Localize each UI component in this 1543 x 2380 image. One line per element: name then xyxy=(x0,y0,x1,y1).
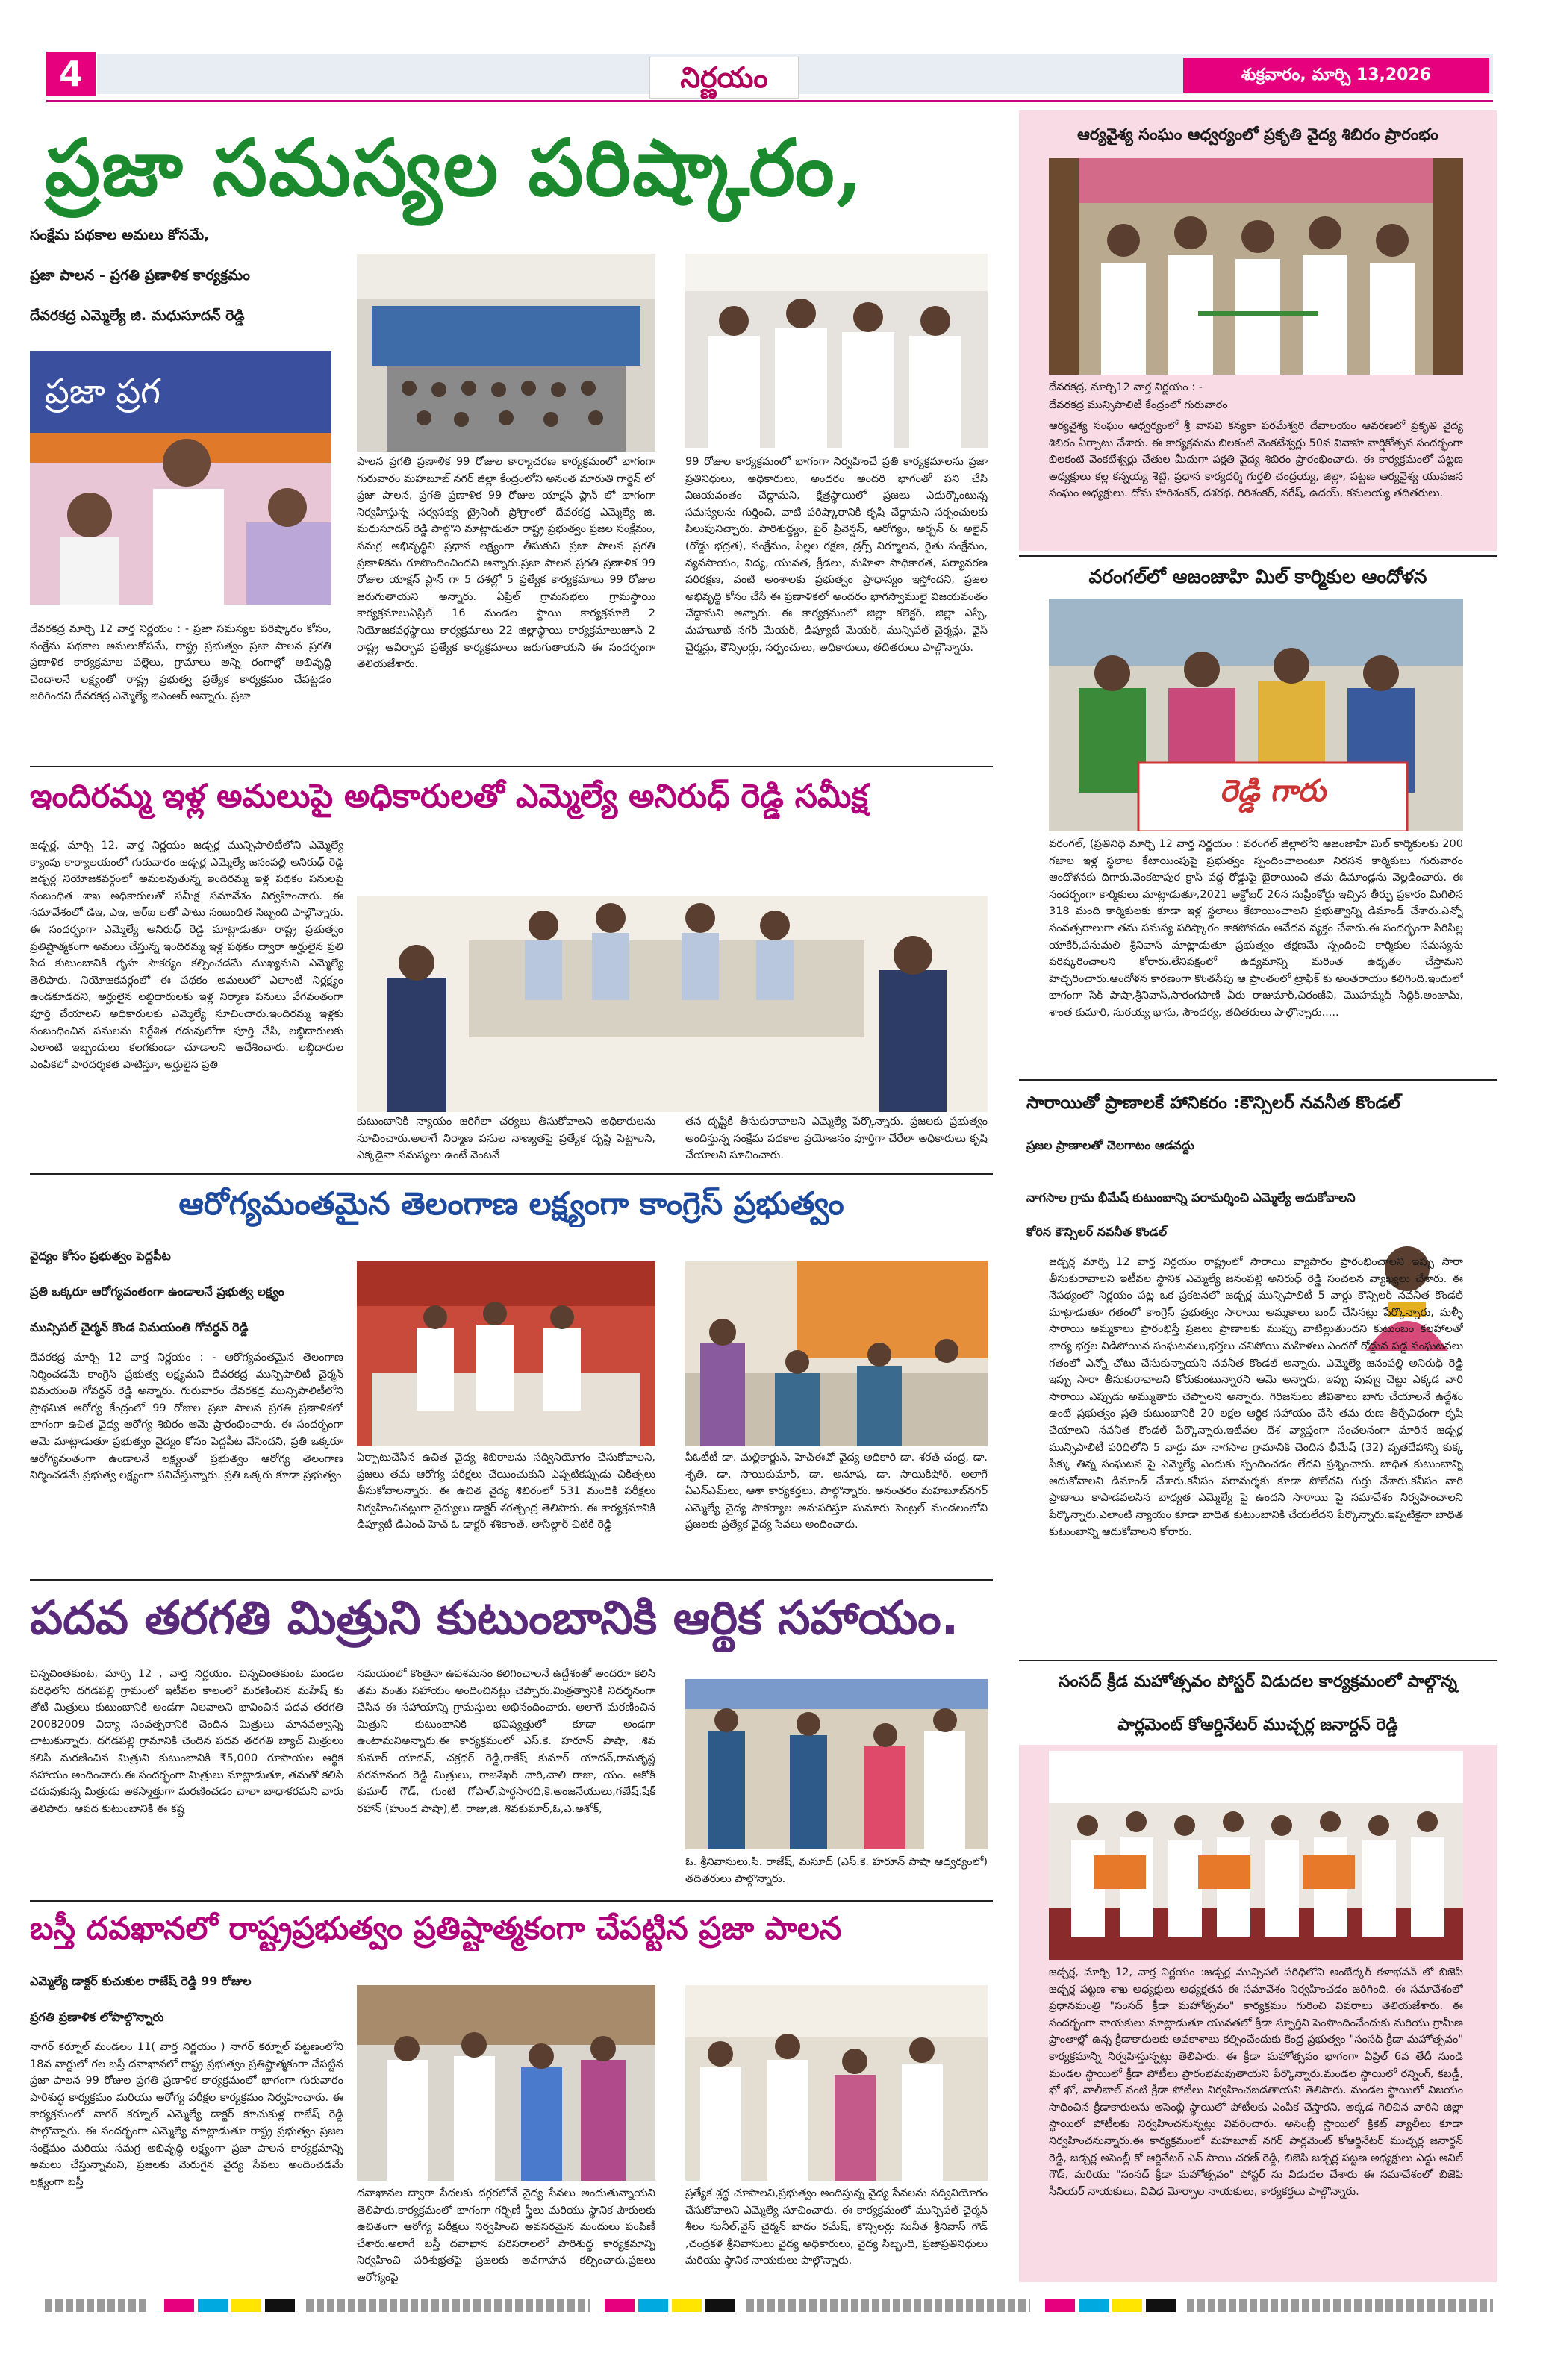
indiramma-photo-meeting-image xyxy=(357,843,988,1112)
basti-photo-visit-image xyxy=(357,1985,655,2181)
student-photo-donation-image xyxy=(685,1679,988,1849)
lead-photo-hall xyxy=(357,254,655,452)
camp-text: ఆర్యవైశ్య సంఘం ఆధ్వర్యంలో శ్రీ వాసవి కన్యకా పరమేశ్వరి దేవాలయం ఆవరణలో ప్రకృతి వైద్య శిబిరం ఏర్పాటు చేశారు. ఈ కార్యక్రమను బిలకంటి వెంకటేశ్వర్లు 50వ వివాహ వార్షికోత్సవ సందర్భంగా బిలకంటి వెంకటేశ్వర్లు చేతుల మీదుగా పక్షతి వైద్య శిబిరం ప్రారంభించారు. ఈ కార్యక్రమంలో పట్టణ అధ్యక్షులు కల్ల కన్నయ్య శెట్టి, ప్రధాన కార్యదర్శి గుర్తలి చంద్రయ్య, జిల్లా, పట్టణ ఆర్యవైశ్య యువజన సంఘం అధ్యక్షులు. దోమ హరిశంకర్, దశరథ, గిరిశంకర్, నరేష్, ఉదయ్, కమలయ్య తదితరులు. xyxy=(1049,420,1463,500)
health-subhead-2: ప్రతి ఒక్కరూ ఆరోగ్యవంతంగా ఉండాలనే ప్రభుత్వ లక్ష్యం xyxy=(30,1284,284,1299)
stripe-cyan xyxy=(1079,2299,1109,2312)
mill-text: వరంగల్, (ప్రతినిధి మార్చి 12 వార్త నిర్ణయం : వరంగల్ జిల్లాలోని ఆజంజాహి మిల్ కార్మికులకు 200 గజాల ఇళ్ల స్థలాల కేటాయింపుపై ప్రభుత్వం స్పందించాలంటూ నిరసన కార్మికులు గురువారం ఆందోళనకు దిగారు.వెంకటాపుర క్రాస్ వద్ద రోడ్డుపై బైఠాయించి తమ డిమాండ్లను వెల్లడించారు. ఈ సందర్భంగా కార్మికులు మాట్లాడుతూ,2021 అక్టోబర్ 26న సుప్రీంకోర్టు ఇచ్చిన తీర్పు ప్రకారం మిగిలిన 318 మంది కార్మికులకు కూడా ఇళ్ల స్థలాలు కేటాయించాలని ప్రభుత్వాన్ని డిమాండ్ చేశారు.ఎన్నో సంవత్సరాలుగా తమ సమస్య పరిష్కారం కాకపోవడం ఆవేదన వ్యక్తం చేశారు.ఈ సందర్భంగా సిరిసిల్ల యాకేర్,పనుమలి శ్రీనివాస్ మాట్లాడుతూ ప్రభుత్వం తక్షణమే స్పందించి కార్మికుల సమస్యను పరిష్కరించాలని కోరారు.లేనిపక్షంలో ఉద్యమాన్ని మరింత ఉధృతం చేస్తామని హెచ్చరించారు.ఆందోళన కారణంగా కొంతసేపు ఆ ప్రాంతంలో ట్రాఫిక్ కు అంతరాయం కలిగింది.ఇందులో భాగంగా సేక్ పాషా,శ్రీనివాస్,సారంగపాణి వీరు రాజుమార్,చిరంజీవి, మొహమ్మద్ సిద్దిక్,అంజామ్, శాంత కుమారి, సురయ్య భాను, సౌందర్య, తదితరులు పాల్గొన్నారు..... xyxy=(1049,838,1463,1019)
camp-photo xyxy=(1049,158,1463,375)
stripe-magenta xyxy=(164,2299,194,2312)
divider xyxy=(1019,555,1497,557)
basti-col3: ప్రత్యేక శ్రద్ధ చూపాలని,ప్రభుత్వం అందిస్తున్న వైద్య సేవలను సద్వినియోగం చేసుకోవాలని ఎమ్మెల్యే సూచించారు. ఈ కార్యక్రమంలో మున్సిపల్ చైర్మన్ శీలం సునీల్,వైస్ చైర్మన్ బాదం రమేష్, కౌన్సిలర్లు సునీత శ్రీనివాస్ గౌడ్ ,చంద్రకళ శ్రీనివాసులు వైద్య అధికారులు, వైద్య సిబ్బంది, ప్రజాప్రతినిధులు మరియు స్థానిక నాయకులు పాల్గొన్నారు. xyxy=(685,2187,988,2267)
basti-photo-visit xyxy=(357,1985,655,2181)
paper-logo: నిర్ణయం xyxy=(680,60,768,94)
health-col2: ఏర్పాటుచేసిన ఉచిత వైద్య శిబిరాలను సద్వినియోగం చేసుకోవాలని, ప్రజలు తమ ఆరోగ్య పరీక్షలు చేయించుకుని ఎప్పటికప్పుడు చికిత్సలు తీసుకోవాలన్నారు. ఈ ఉచిత వైద్య శిబిరంలో 531 మందికి పరీక్షలు నిర్వహించినట్లుగా వైద్యులు డాక్టర్ శరత్చంద్ర తెలిపారు. ఈ కార్యక్రమానికి డిప్యూటీ డిఎంచ్ హెచ్ ఓ డాక్టర్ శశికాంత్, తాసిల్దార్ చిటికి రెడ్డి xyxy=(357,1452,655,1531)
stripe-gray xyxy=(746,2299,1030,2312)
health-photo-camp-image xyxy=(357,1261,655,1446)
divider xyxy=(30,1173,993,1175)
stripe-black xyxy=(265,2299,295,2312)
indiramma-headline: ఇందిరమ్మ ఇళ్ల అమలుపై అధికారులతో ఎమ్మెల్యే అనిరుధ్ రెడ్డి సమీక్ష xyxy=(30,778,868,815)
mill-headline: వరంగల్‌లో ఆజంజాహి మిల్ కార్మికుల ఆందోళన xyxy=(1088,566,1427,587)
lead-subhead-2: ప్రజా పాలన - ప్రగతి ప్రణాళిక కార్యక్రమం xyxy=(30,267,250,284)
stripe-yellow xyxy=(231,2299,261,2312)
divider xyxy=(1019,1079,1497,1081)
health-photo-registration xyxy=(685,1261,988,1446)
lead-subhead-3: దేవరకద్ర ఎమ్మెల్యే జి. మధుసూదన్ రెడ్డి xyxy=(30,307,245,324)
stripe-black xyxy=(705,2299,735,2312)
mill-banner-text: రెడ్డి గారు xyxy=(1220,774,1326,808)
stripe-magenta xyxy=(1045,2299,1075,2312)
health-col1: దేవరకద్ర మార్చి 12 వార్త నిర్ణయం : - ఆరోగ్యవంతమైన తెలంగాణ నిర్మించడమే కాంగ్రెస్ ప్రభుత్వ లక్ష్యమని దేవరకద్ర మున్సిపాలిటీ చైర్మన్ విమయంతి గోవర్ధన్ రెడ్డి అన్నారు. గురువారం దేవరకద్ర మున్సిపాలిటీలోని ప్రాథమిక ఆరోగ్య కేంద్రంలో 99 రోజుల ప్రజా పాలన ప్రగతి ప్రణాళికలో భాగంగా ఉచిత వైద్య ఆరోగ్య శిబిరం ఆమె ప్రారంభించారు. ఈ సందర్భంగా ఆమె మాట్లాడుతూ ప్రభుత్వం వైద్యం కోసం పెద్దపీట వేసిందని, ప్రతి ఒక్కరూ ఆరోగ్యవంతంగా ఉండాలనే లక్ష్యంతో ప్రభుత్వం ఆరోగ్య తెలంగాణ నిర్మించడమే ప్రభుత్వ లక్ష్యంగా పనిచేస్తున్నారు. ప్రతి ఒక్కరు కూడా ప్రభుత్వం xyxy=(30,1352,343,1482)
health-subhead-1: వైద్యం కోసం ప్రభుత్వం పెద్దపీట xyxy=(30,1249,171,1263)
divider xyxy=(30,1579,993,1581)
lead-photo-hall-image xyxy=(357,254,655,452)
page-number: 4 xyxy=(58,54,83,94)
lead-story-col1: దేవరకద్ర మార్చి 12 వార్త నిర్ణయం : - ప్రజా సమస్యల పరిష్కారం కోసం, సంక్షేమ పథకాల అమలుకోసమే, రాష్ట్ర ప్రభుత్వం ప్రజా పాలన ప్రగతి ప్రణాళిక కార్యక్రమాల పల్లెలు, గ్రామాలు అన్ని రంగాల్లో అభివృద్ధి చెందాలనే లక్ష్యంతో రాష్ట్ర ప్రభుత్వ ప్రత్యేక కార్యక్రమం చేపట్టడం జరిగిందని దేవరకద్ర ఎమ్మెల్యే జిఎంఆర్ అన్నారు. ప్రజా xyxy=(30,623,331,703)
svg-text:ప్రజా ప్రగ: ప్రజా ప్రగ xyxy=(45,371,160,411)
lead-headline: ప్రజా సమస్యల పరిష్కారం, xyxy=(45,122,864,213)
indiramma-col1: జడ్చర్ల, మార్చి 12, వార్త నిర్ణయం జడ్చర్ల మున్సిపాలిటీలోని ఎమ్మెల్యే క్యాంపు కార్యాలయంలో గురువారం జడ్చర్ల ఎమ్మెల్యే జనంపల్లి అనిరుధ్ రెడ్డి జడ్చర్ల నియోజకవర్గంలో అమలవుతున్న ఇందిరమ్మ ఇళ్ల పథకం పనులపై సంబంధిత శాఖ అధికారులతో సమీక్ష సమావేశం నిర్వహించారు. ఈ సమావేశంలో డిఇ, ఎఇ, ఆర్ఐ లతో పాటు సంబంధిత సిబ్బంది పాల్గొన్నారు. ఈ సందర్భంగా ఎమ్మెల్యే అనిరుధ్ రెడ్డి మాట్లాడుతూ రాష్ట్ర ప్రభుత్వం ప్రతిష్టాత్మకంగా అమలు చేస్తున్న ఇందిరమ్మ ఇళ్ల పథకం ద్వారా అర్హులైన ప్రతి పేద కుటుంబానికి గృహ సౌకర్యం కల్పించడమే ముఖ్యమని ఎమ్మెల్యే తెలిపారు. నియోజకవర్గంలో ఈ పథకం అమలులో ఎలాంటి నిర్లక్ష్యం ఉండకూడదని, అర్హులైన లబ్ధిదారులకు ఇళ్ల నిర్మాణ పనులు వేగవంతంగా పూర్తి చేయాలని అధికారులకు ఎమ్మెల్యే సూచించారు.ఇందిరమ్మ ఇళ్లకు సంబంధించిన పనులను నిర్దేశిత గడువులోగా పూర్తి చేసి, లబ్ధిదారులకు ఎలాంటి ఇబ్బందులు కలగకుండా చూడాలని ఆదేశించారు. లబ్ధిదారుల ఎంపికలో పారదర్శకత పాటిస్తూ, అర్హులైన ప్రతి xyxy=(30,840,343,1071)
health-subhead-3: మున్సిపల్ చైర్మన్ కొండ విమయంతి గోవర్ధన్ రెడ్డి xyxy=(30,1320,249,1334)
health-col3: పీఓటీటీ డా. మల్లికార్జున్, హెచ్ఈవో వైద్య అధికారి డా. శరత్ చంద్ర, డా. శృతి, డా. సాయికుమార్, డా. అనూష, డా. సాయికిషోర్, అలాగే ఏఎన్ఎమ్‌లు, ఆశా కార్యకర్తలు, పాల్గొన్నారు. అనంతరం మహబూబ్‌నగర్ ఎమ్మెల్యే వైద్య సౌకర్యాల అనుసరిస్తూ సుమారు సెంట్రల్ మండలంలోని ప్రజలకు ప్రత్యేక వైద్య సేవలు అందించారు. xyxy=(685,1452,988,1531)
liquor-text: జడ్చర్ల మార్చి 12 వార్త నిర్ణయం రాష్ట్రంలో సారాయి వ్యాపారం ప్రారంభించాలని ఇప్పు సారా తీసుకురావాలని ఇటీవల స్థానిక ఎమ్మెల్యే జనంపల్లి అనిరుధ్ రెడ్డి సంచలన వ్యాఖ్యలు చేశారు. ఈ నేపథ్యంలో నిర్ణయం పట్ల ఒక ప్రకటనలో జడ్చర్ల మున్సిపాలిటీ 5 వార్డు కౌన్సిలర్ నవనీత కొండల్ మాట్లాడుతూ గతంలో కాంగ్రెస్ ప్రభుత్వం సారాయి అమ్మకాలు బంద్ చేసినట్లు పేర్కొన్నారు, మళ్ళీ సారాయి అమ్మకాలు ప్రారంభిస్తే ప్రజలు ప్రాణాలకు ముప్పు వాటిల్లుతుందని కుటుంబం కలహాలతో భార్య భర్తల విడిపోయిన సంఘటనలు,భర్తలు చనిపోయి మహిళలు ఎందరో రోడ్డున పడ్డ సంఘటనలు గతంలో ఎన్నో చోటు చేసుకున్నాయని నవనీత కొండల్ అన్నారు. ఎమ్మెల్యే జనంపల్లి అనిరుధ్ రెడ్డి ఇప్పు సారా తీసుకురావాలని కోరుకుంటున్నారని ఆమె అన్నారు, ఇప్పు పువ్వు చెట్టు ఎక్కడ వారి సారాయి ఎప్పుడు అమ్ముతారు చెప్పాలని అన్నారు. గిరిజనులు జీవితాలు బాగు చేయాలనే ఉద్దేశం ఉంటే ప్రభుత్వం ప్రతి కుటుంబానికి 20 లక్షల ఆర్థిక సహాయం చేసి తమ రుణ తీర్చేవిధంగా కృషి చేయాలని నవనీత కొండల్ పేర్కొన్నారు.ఇటీవల దేశ వ్యాప్తంగా సంచలనంగా మారిన జడ్చర్ల మున్సిపాలిటీ పరిధిలోని 5 వార్డు మా నాగసాల గ్రామానికి చెందిన భీమేష్ (32) వృతదేహాన్ని కుక్క పీక్కు తిన్న సంఘటన పై ఎమ్మెల్యే ఎందుకు స్పందించడం లేదని ప్రశ్నించారు. బాధిత కుటుంబాన్ని ఆదుకోవాలని డిమాండ్ చేశారు.కనీసం పరామర్శకు కూడా పోలేదని గుర్తు చేశారు.కనీసం వారి ప్రాణాలు కాపాడవలసిన బాధ్యత ఎమ్మెల్యే పై ఉందని సారాయి పై సమావేశం నిర్వహించాలని పేర్కొన్నారు.ఎలాంటి న్యాయం కూడా బాధిత కుటుంబానికి చేయలేదని పేర్కొన్నారు.ఇప్పటికైనా బాధిత కుటుంబాన్ని ఆదుకోవాలని కోరారు. xyxy=(1049,1256,1463,1538)
lead-photo-speaker-image xyxy=(30,351,331,605)
sports-photo-poster-release xyxy=(1049,1751,1463,1960)
stripe-magenta xyxy=(605,2299,635,2312)
stripe-yellow xyxy=(1112,2299,1142,2312)
health-photo-registration-image xyxy=(685,1261,988,1446)
lead-photo-speaker xyxy=(30,351,331,605)
indiramma-col3: తన దృష్టికి తీసుకురావాలని ఎమ్మెల్యే పేర్కొన్నారు. ప్రజలకు ప్రభుత్వం అందిస్తున్న సంక్షేమ పథకాల ప్రయోజనం పూర్తిగా చేరేలా అధికారులు కృషి చేయాలని సూచించారు. xyxy=(685,1116,988,1162)
sports-headline: సంసద్ క్రీడ మహోత్సవం పోస్టర్ విడుదల కార్యక్రమంలో పాల్గొన్న xyxy=(1059,1672,1457,1691)
stripe-gray xyxy=(306,2299,590,2312)
health-headline: ఆరోగ్యమంతమైన తెలంగాణ లక్ష్యంగా కాంగ్రెస్ ప్రభుత్వం xyxy=(178,1185,844,1222)
stripe-cyan xyxy=(198,2299,228,2312)
basti-col2: దవాఖానల ద్వారా పేదలకు దగ్గరలోనే వైద్య సేవలు అందుతున్నాయని తెలిపారు.కార్యక్రమంలో భాగంగా గర్భిణీ స్త్రీలు మరియు స్థానిక పౌరులకు ఉచితంగా ఆరోగ్య పరీక్షలు నిర్వహించి అవసరమైన మందులు పంపిణీ చేశారు.అలాగే బస్తీ దవాఖాన పరిసరాలలో పారిశుద్ధ కార్యక్రమాన్ని నిర్వహించి పరిశుభ్రతపై ప్రజలకు అవగాహన కల్పించారు.ప్రజలు ఆరోగ్యంపై xyxy=(357,2187,655,2284)
indiramma-col2: కుటుంబానికి న్యాయం జరిగేలా చర్యలు తీసుకోవాలని అధికారులను సూచించారు.అలాగే నిర్మాణ పనుల నాణ్యతపై ప్రత్యేక దృష్టి పెట్టాలని, ఎక్కడైనా సమస్యలు ఉంటే వెంటనే xyxy=(357,1116,655,1162)
stripe-gray xyxy=(45,2299,149,2312)
lead-subhead-1: సంక్షేమ పథకాల అమలు కోసమే, xyxy=(30,227,210,243)
lead-story-col3: 99 రోజుల కార్యక్రమంలో భాగంగా నిర్వహించే ప్రతి కార్యక్రమాలను ప్రజా ప్రతినిధులు, అధికారులు, అందరం అందరి భాగంతో పని చేసి విజయవంతం చేద్దామని, క్షేత్రస్థాయిలో ప్రజలు ఎదుర్కొంటున్న సమస్యలను గుర్తించి, వాటి పరిష్కారానికి కృషి చేద్దామని సర్పంచులకు పిలుపునిచ్చారు. పారిశుద్ధ్యం, ఫైర్ ప్రివెన్షన్, ఆరోగ్యం, అర్బన్ & అలైన్ (రోడ్డు భద్రత), సంక్షేమం, పిల్లల రక్షణ, డ్రగ్స్ నిర్మూలన, రైతు సంక్షేమం, వ్యవసాయం, విద్య, యువత, క్రీడలు, మహిళా సాధికారత, పర్యావరణ పరిరక్షణ, వంటి అంశాలకు ప్రభుత్వం ప్రాధాన్యం ఇస్తోందని, ప్రజల అభివృద్ధి కోసం చేసే ఈ ప్రణాళికలో అందరం భాగస్వాములై విజయవంతం చేద్దామని అన్నారు. ఈ కార్యక్రమంలో జిల్లా కలెక్టర్, జిల్లా ఎస్పీ, మహబూబ్ నగర్ మేయర్, డిప్యూటీ మేయర్, మున్సిపల్ చైర్మన్లు, వైస్ చైర్మన్లు, కౌన్సిలర్లు, సర్పంచులు, అధికారులు, తదితరులు పాల్గొన్నారు. xyxy=(685,456,988,654)
lead-photo-leaders-image xyxy=(685,254,988,448)
basti-headline: బస్తీ దవఖానలో రాష్ట్రప్రభుత్వం ప్రతిష్టాత్మకంగా చేపట్టిన ప్రజా పాలన xyxy=(30,1910,842,1946)
lead-photo-leaders xyxy=(685,254,988,448)
divider xyxy=(1019,1660,1497,1661)
basti-photo-group xyxy=(685,1985,988,2181)
student-caption: ఓ. శ్రీనివాసులు,సి. రాజేష్, మసూద్ (ఎస్.కె. హరూన్ పాషా ఆధ్వర్యంలో) తదితరులు పాల్గొన్నారు. xyxy=(685,1856,988,1885)
student-col2: సమయంలో కొంతైనా ఉపశమనం కలిగించాలనే ఉద్దేశంతో అందరూ కలిసి తమ వంతు సహాయం అందించినట్లు చెప్పారు.మిత్రత్వానికి నిదర్శనంగా చేసిన ఈ సహాయాన్ని గ్రామస్తులు అభినందించారు. అలాగే మరణించిన మిత్రుని కుటుంబానికి భవిష్యత్తులో కూడా అండగా ఉంటామనిఅన్నారు.ఈ కార్యక్రమంలో ఎస్.కె. హరూన్ పాషా, .శివ కుమార్ యాదవ్, చక్రధర్ రెడ్డి,రాకేష్ కుమార్ యాదవ్,రామకృష్ణ పరమానంద రెడ్డి మిత్రులు, రాజశేఖర్ చారి,చాలి రాజు, యం. ఆకోక్ కుమార్ గౌడ్, గుంటి గోపాల్,పార్థసారధి,కె.అంజనేయులు,గణేష్,షేక్ రహాన్ (హుంద పాషా),టి. రాజు,జి. శివకుమార్,ఓ,ఎ.అశోక్, xyxy=(357,1668,655,1815)
sports-photo-poster-release-image xyxy=(1049,1751,1463,1960)
basti-photo-group-image xyxy=(685,1985,988,2181)
liquor-subhead-1: ప్రజల ప్రాణాలతో చెలగాటం ఆడవద్దు xyxy=(1026,1138,1194,1152)
lead-story-col2: పాలన ప్రగతి ప్రణాళిక 99 రోజుల కార్యాచరణ కార్యక్రమంలో భాగంగా గురువారం మహబూబ్ నగర్ జిల్లా కేంద్రంలోని అనంత మారుతి గార్డెన్ లో ప్రజా పాలన, ప్రగతి ప్రణాళిక 99 రోజుల యాక్షన్ ప్లాన్ లో భాగంగా నిర్వహిస్తున్న సర్వసభ్య ట్రైనింగ్ ప్రోగ్రాంలో దేవరకద్ర ఎమ్మెల్యే జి. మధుసూదన్ రెడ్డి పాల్గొని మాట్లాడుతూ రాష్ట్ర ప్రభుత్వం ప్రజల సంక్షేమం, సమగ్ర అభివృద్ధిని ప్రధాన లక్ష్యంగా తీసుకుని ప్రజా పాలన ప్రగతి ప్రణాళికను రూపొందించిందని అన్నారు.ప్రజా పాలన ప్రగతి ప్రణాళిక 99 రోజుల యాక్షన్ ప్లాన్ గా 5 దశల్లో 5 ప్రత్యేక కార్యక్రమాలు 99 రోజుల జరుగుతాయని అన్నారు. ఏప్రిల్ గ్రామసభలు గ్రామస్థాయి కార్యక్రమాలుఏప్రిల్ 16 మండల స్థాయి కార్యక్రమాలే 2 నియోజకవర్గస్థాయి కార్యక్రమాలు 22 జిల్లాస్థాయి కార్యక్రమాలుజూన్ 2 రాష్ట్ర ఆవిర్భావ ప్రత్యేక కార్యక్రమాలు జరుగుతాయని ఈ సందర్భంగా తెలియజేశారు. xyxy=(357,456,655,671)
liquor-subhead-2: నాగసాల గ్రామ భీమేష్ కుటుంబాన్ని పరామర్శించి ఎమ్మెల్యే ఆదుకోవాలని xyxy=(1026,1190,1356,1205)
liquor-headline: సారాయితో ప్రాణాలకే హానికరం :కౌన్సిలర్ నవనీత కొండల్ xyxy=(1026,1093,1400,1113)
health-photo-camp xyxy=(357,1261,655,1446)
camp-headline: ఆర్యవైశ్య సంఘం ఆధ్వర్యంలో ప్రకృతి వైద్య శిబిరం ప్రారంభం xyxy=(1077,125,1438,143)
basti-col1: నాగర్ కర్నూల్ మండలం 11( వార్త నిర్ణయం ) నాగర్ కర్నూల్ పట్టణంలోని 18వ వార్డులో గల బస్తీ దవాఖానలో రాష్ట్ర ప్రభుత్వం ప్రతిష్టాత్మకంగా చేపట్టిన ప్రజా పాలన 99 రోజుల ప్రగతి ప్రణాళిక కార్యక్రమంలో భాగంగా గురువారం పారిశుద్ధ కార్యక్రమం మరియు ఆరోగ్య పరీక్షల కార్యక్రమం నిర్వహించారు. ఈ కార్యక్రమంలో నాగర్ కర్నూల్ ఎమ్మెల్యే డాక్టర్ కూచుకుళ్ల రాజేష్ రెడ్డి పాల్గొన్నారు. ఈ సందర్భంగా ఎమ్మెల్యే మాట్లాడుతూ రాష్ట్ర ప్రభుత్వం ప్రజల సంక్షేమం మరియు సమగ్ర అభివృద్ధి లక్ష్యంగా ప్రజా పాలన కార్యక్రమాన్ని అమలు చేస్తున్నామని, ప్రజలకు మెరుగైన వైద్య సేవలు అందించడమే లక్ష్యంగా బస్తీ xyxy=(30,2041,343,2188)
stripe-gray xyxy=(1187,2299,1493,2312)
masthead-rule xyxy=(46,100,1493,102)
sports-subhead: పార్లమెంట్ కోఆర్డినేటర్ ముచ్చర్ల జనార్దన్ రెడ్డి xyxy=(1117,1716,1398,1734)
camp-photo-image xyxy=(1049,158,1463,375)
camp-dateline: దేవరకద్ర, మార్చి12 వార్త నిర్ణయం : - xyxy=(1049,381,1203,393)
divider xyxy=(30,1900,993,1902)
liquor-subhead-3: కోరిన కౌన్సిలర్ నవనీత కొండల్ xyxy=(1026,1225,1168,1239)
student-col1: చిన్నచింతకుంట, మార్చి 12 , వార్త నిర్ణయం. చిన్నచింతకుంట మండల పరిధిలోని దగడపల్లి గ్రామంలో ఇటీవల కాలంలో మరణించిన మహేష్ కు తోటి మిత్రులు కుటుంబానికి అండగా నిలవాలని భావించిన పదవ తరగతి 20082009 విద్యా సంవత్సరానికి చెందిన మిత్రులు మానవత్వాన్ని చాటుకున్నారు. దగడపల్లి గ్రామానికి చెందిన పదవ తరగతి బ్యాచ్ మిత్రులు కలిసి మరణించిన మిత్రుని కుటుంబానికి ₹5,000 రూపాయల ఆర్థిక సహాయం అందించారు.ఈ సందర్భంగా మిత్రులు మాట్లాడుతూ, తమతో కలిసి చదువుకున్న మిత్రుడు అకస్మాత్తుగా మరణించడం చాలా బాధాకరమని వారు తెలిపారు. ఆపద కుటుంబానికి ఈ కష్ట xyxy=(30,1668,343,1815)
color-registration-strip xyxy=(45,2299,1493,2315)
basti-subhead-1: ఎమ్మెల్యే డాక్టర్ కుచుకుల రాజేష్ రెడ్డి 99 రోజుల xyxy=(30,1974,252,1988)
masthead-date: శుక్రవారం, మార్చి 13,2026 xyxy=(1241,66,1432,84)
stripe-cyan xyxy=(638,2299,668,2312)
camp-dateline-2: దేవరకద్ర మున్సిపాలిటీ కేంద్రంలో గురువారం xyxy=(1049,399,1228,411)
stripe-yellow xyxy=(672,2299,702,2312)
student-headline: పదవ తరగతి మిత్రుని కుటుంబానికి ఆర్థిక సహాయం. xyxy=(30,1590,959,1645)
student-photo-donation xyxy=(685,1679,988,1849)
indiramma-photo-meeting xyxy=(357,843,988,1112)
stripe-black xyxy=(1146,2299,1176,2312)
sports-text: జడ్చర్ల, మార్చి 12, వార్త నిర్ణయం :జడ్చర్ల మున్సిపల్ పరిధిలోని అంబేద్కర్ కళాభవన్ లో బిజెపి జడ్చర్ల పట్టణ శాఖ అధ్యక్షులు అధ్యక్షతన ఈ సమావేశం నిర్వహించడం జరిగింది. ఈ సమావేశంలో ప్రధానమంత్రి "సంసద్ క్రీడా మహోత్సవం" కార్యక్రమం గురించి వివరాలు తెలియజేశారు. ఈ సందర్భంగా నాయకులు మాట్లాడుతూ యువతలో క్రీడా స్ఫూర్తిని పెంపొందించేందుకు మరియు గ్రామీణ ప్రాంతాల్లో ఉన్న క్రీడాకారులకు అవకాశాలు కల్పించేందుకు కేంద్ర ప్రభుత్వం "సంసద్ క్రీడా మహోత్సవం" కార్యక్రమాన్ని నిర్వహిస్తున్నట్లు తెలిపారు. ఈ క్రీడా మహోత్సవం భాగంగా ఏప్రిల్ 6వ తేదీ నుండి మండల స్థాయిలో క్రీడా పోటీలు ప్రారంభమవుతాయని పేర్కొన్నారు.మండల స్థాయిలో రన్నింగ్, కబడ్డీ, ఖో ఖో, వాలీబాల్ వంటి క్రీడా పోటీలు నిర్వహించబడతాయని తెలిపారు. మండల స్థాయిలో విజయం సాధించిన క్రీడాకారులను అసెంబ్లీ స్థాయిలో పోటీలకు ఎంపిక చేస్తారని, అక్కడ గెలిచిన వారిని జిల్లా స్థాయిలో పోటీలకు నిర్వహించనున్నట్లు వివరించారు. అసెంబ్లీ స్థాయిలో క్రికెట్ వ్యాలీలు కూడా నిర్వహించనున్నారు.ఈ కార్యక్రమంలో మహబూబ్ నగర్ పార్లమెంట్ కోఆర్డినేటర్ ముచ్చర్ల జనార్దన్ రెడ్డి, జడ్చర్ల అసెంబ్లీ కో ఆర్డినేటర్ ఎన్ సాయి చరణ్ రెడ్డి, బిజెపి జడ్చర్ల పట్టణ అధ్యక్షులు ఎద్దు అనిల్ గౌడ్, మరియు "సంసద్ క్రీడా మహోత్సవం" పోస్టర్ ను విడుదల చేశారు ఈ సమావేశంలో బిజెపి సీనియర్ నాయకులు, వివిధ మోర్చాల నాయకులు, కార్యకర్తలు పాల్గొన్నారు. xyxy=(1049,1967,1463,2198)
divider xyxy=(30,766,993,767)
basti-subhead-2: ప్రగతి ప్రణాళిక లోపాల్గొన్నారు xyxy=(30,2010,164,2024)
